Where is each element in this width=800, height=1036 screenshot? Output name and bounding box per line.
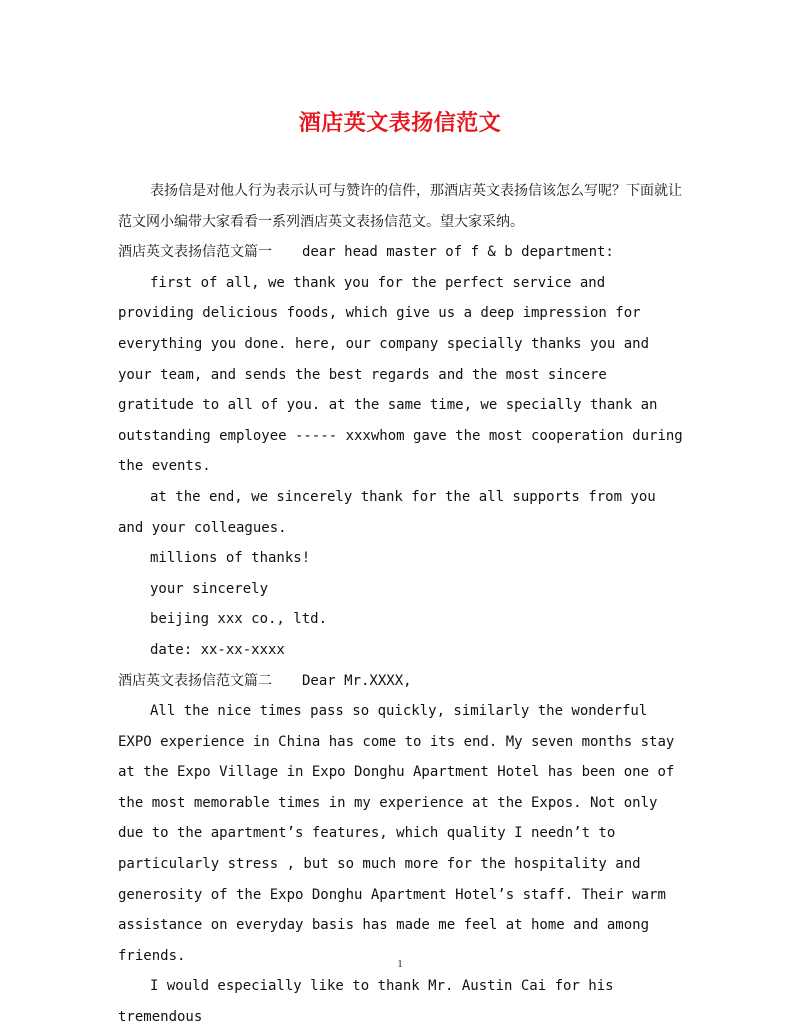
letter2-paragraph-1: All the nice times pass so quickly, similarly the wonderful EXPO experience in China has come to its end. My seven months stay at the Expo Village in Expo Donghu Apartment Hotel has been one of the most memorable times in my experience at the Expos. Not only due to the apartment’s features, which quality I needn’t to particularly stress , but so much more for the hospitality and generosity of the Expo Donghu Apartment Hotel’s staff. Their warm assistance on everyday basis has made me feel at home and among friends. xyxy=(118,703,675,964)
letter2-heading: 酒店英文表扬信范文篇二 xyxy=(118,672,272,689)
letter1-paragraph-1: first of all, we thank you for the perfect service and providing delicious foods, which give us a deep impression for everything you done. here, our company specially thanks you and your team, and sends the best regards and the most sincere gratitude to all of you. at the same time, we specially thank an outstanding employee ----- xxxwhom gave the most cooperation during the events. xyxy=(118,274,683,475)
letter1-paragraph-2: at the end, we sincerely thank for the all supports from you and your colleagues. xyxy=(118,488,656,536)
letter1-closing-1: millions of thanks! xyxy=(150,550,311,567)
letter1-closing-2: your sincerely xyxy=(150,580,269,597)
letter1-date: date: xx-xx-xxxx xyxy=(150,641,285,658)
letter1-heading-line xyxy=(118,237,688,268)
intro-paragraph: 表扬信是对他人行为表示认可与赞许的信件，那酒店英文表扬信该怎么写呢？下面就让范文网小编带大家看看一系列酒店英文表扬信范文。望大家采纳。 xyxy=(118,183,682,230)
letter2-heading-line xyxy=(118,666,688,697)
letter1-heading: 酒店英文表扬信范文篇一 xyxy=(118,244,272,261)
letter1-salutation: dear head master of f & b department: xyxy=(302,244,614,261)
letter2-paragraph-2: I would especially like to thank Mr. Austin Cai for his tremendous xyxy=(118,978,614,1026)
document-title: 酒店英文表扬信范文 xyxy=(298,110,502,136)
letter2-salutation: Dear Mr.XXXX, xyxy=(302,672,412,689)
letter1-signature: beijing xxx co., ltd. xyxy=(150,611,328,628)
page-number: 1 xyxy=(397,958,403,970)
document-body xyxy=(118,176,688,1033)
